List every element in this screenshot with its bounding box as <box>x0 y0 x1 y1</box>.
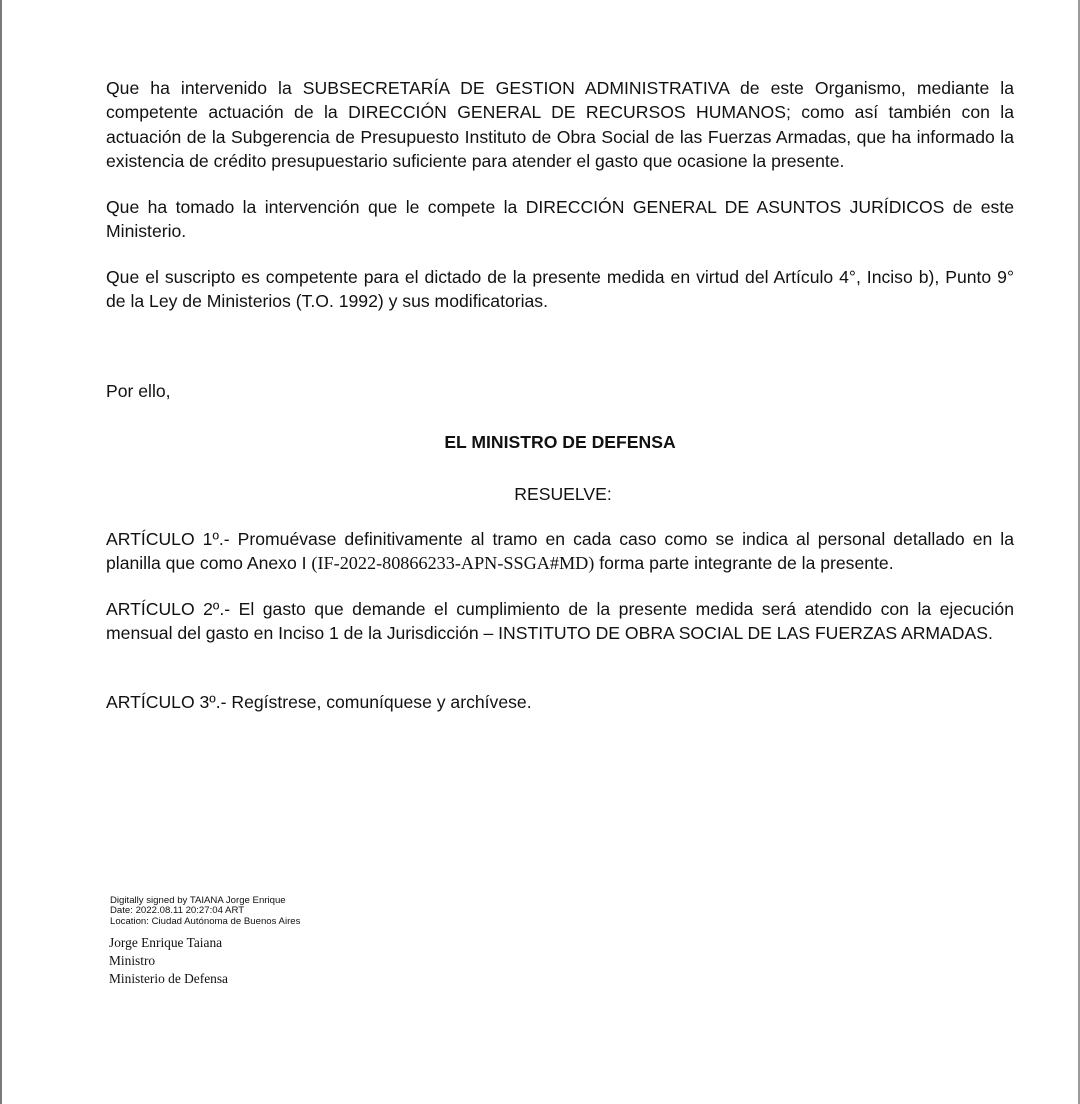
articulo-2: ARTÍCULO 2º.- El gasto que demande el cumplimiento de la presente medida será atendido con la ejecución mensual del gasto en Inciso 1 de la Jurisdicción – INSTITUTO DE OBRA SOCIAL DE LAS FUERZAS ARMADAS. <box>106 599 1014 644</box>
anexo-reference: (IF-2022-80866233-APN-SSGA#MD) <box>311 553 595 574</box>
signature-date: Date: 2022.08.11 20:27:04 ART <box>110 905 245 917</box>
paragraph-competencia: Que el suscripto es competente para el dictado de la presente medida en virtud del Artículo 4°, Inciso b), Punto 9° de la Ley de Ministerios (T.O. 1992) y sus modificatorias. <box>106 267 1014 312</box>
signer-name: Jorge Enrique Taiana <box>109 935 223 950</box>
page-edge-left <box>0 0 2 1104</box>
resolution-heading: EL MINISTRO DE DEFENSA <box>444 432 676 452</box>
signer-organization: Ministerio de Defensa <box>109 971 228 986</box>
paragraph-intervencion-juridicos: Que ha tomado la intervención que le compete la DIRECCIÓN GENERAL DE ASUNTOS JURÍDICOS de este Ministerio. <box>106 197 1014 242</box>
paragraph-por-ello: Por ello, <box>106 381 171 401</box>
paragraph-intervencion-subsecretaria: Que ha intervenido la SUBSECRETARÍA DE GESTION ADMINISTRATIVA de este Organismo, mediante la competente actuación de la DIRECCIÓN GENERAL DE RECURSOS HUMANOS; como así también con la actuación de la Subgerencia de Presupuesto Instituto de Obra Social de las Fuerzas Armadas, que ha informado la existencia de crédito presupuestario suficiente para atender el gasto que ocasione la presente. <box>106 78 1014 171</box>
articulo-3: ARTÍCULO 3º.- Regístrese, comuníquese y archívese. <box>106 692 532 712</box>
articulo-1-text: ARTÍCULO 1º.- Promuévase definitivamente al tramo en cada caso como se indica al personal detallado en la planilla que como Anexo I <box>106 529 1014 574</box>
resuelve-label: RESUELVE: <box>514 484 612 504</box>
signature-location: Location: Ciudad Autónoma de Buenos Aires <box>110 915 301 927</box>
digital-signature-stamp <box>110 896 300 927</box>
signer-role: Ministro <box>109 953 156 968</box>
signer-block <box>109 934 228 988</box>
articulo-1-text-end: forma parte integrante de la presente. <box>594 553 894 574</box>
articulo-1 <box>106 527 1014 576</box>
signature-signed-by: Digitally signed by TAIANA Jorge Enrique <box>110 895 286 906</box>
